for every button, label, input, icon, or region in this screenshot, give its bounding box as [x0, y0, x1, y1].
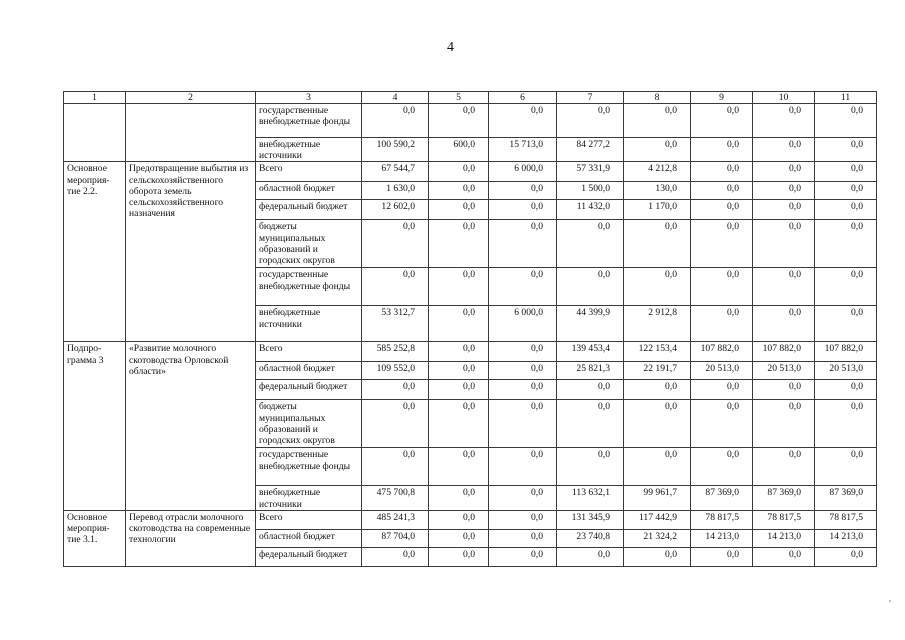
- amount-cell: 485 241,3: [362, 510, 429, 529]
- funding-source-cell: бюджеты муниципальных образований и городских округов: [256, 220, 362, 268]
- amount-cell: 0,0: [815, 104, 877, 138]
- amount-cell: 0,0: [557, 400, 624, 448]
- measure-code-cell: Подпро-грамма 3: [64, 342, 126, 510]
- amount-cell: 0,0: [489, 200, 557, 220]
- amount-cell: 0,0: [815, 448, 877, 486]
- amount-cell: 0,0: [362, 380, 429, 400]
- amount-cell: 0,0: [691, 268, 753, 306]
- amount-cell: 107 882,0: [815, 342, 877, 362]
- amount-cell: 87 369,0: [815, 486, 877, 510]
- amount-cell: 600,0: [429, 138, 489, 162]
- amount-cell: 0,0: [691, 104, 753, 138]
- amount-cell: 0,0: [691, 380, 753, 400]
- amount-cell: 0,0: [429, 104, 489, 138]
- amount-cell: 0,0: [429, 529, 489, 547]
- amount-cell: 0,0: [429, 362, 489, 380]
- page-number: 4: [447, 40, 454, 55]
- amount-cell: 0,0: [362, 268, 429, 306]
- amount-cell: 131 345,9: [557, 510, 624, 529]
- amount-cell: 44 399,9: [557, 306, 624, 342]
- column-header: 6: [489, 92, 557, 104]
- amount-cell: 0,0: [429, 380, 489, 400]
- amount-cell: 53 312,7: [362, 306, 429, 342]
- amount-cell: 0,0: [429, 486, 489, 510]
- amount-cell: 0,0: [362, 448, 429, 486]
- amount-cell: 0,0: [624, 380, 691, 400]
- amount-cell: 0,0: [624, 400, 691, 448]
- amount-cell: 20 513,0: [691, 362, 753, 380]
- amount-cell: 0,0: [691, 220, 753, 268]
- measure-name-cell: «Развитие молочного скотоводства Орловской области»: [126, 342, 256, 510]
- amount-cell: 0,0: [557, 547, 624, 566]
- amount-cell: 0,0: [429, 200, 489, 220]
- amount-cell: 0,0: [489, 400, 557, 448]
- amount-cell: 0,0: [815, 182, 877, 200]
- amount-cell: 14 213,0: [815, 529, 877, 547]
- amount-cell: 100 590,2: [362, 138, 429, 162]
- column-header: 7: [557, 92, 624, 104]
- amount-cell: 0,0: [753, 380, 815, 400]
- funding-source-cell: Всего: [256, 510, 362, 529]
- amount-cell: 78 817,5: [815, 510, 877, 529]
- column-header: 1: [64, 92, 126, 104]
- amount-cell: 0,0: [489, 268, 557, 306]
- amount-cell: 0,0: [489, 182, 557, 200]
- amount-cell: 0,0: [489, 104, 557, 138]
- amount-cell: 0,0: [429, 342, 489, 362]
- amount-cell: 87 704,0: [362, 529, 429, 547]
- amount-cell: 0,0: [557, 104, 624, 138]
- amount-cell: 78 817,5: [753, 510, 815, 529]
- amount-cell: 0,0: [557, 380, 624, 400]
- amount-cell: 0,0: [429, 448, 489, 486]
- table-row: [64, 104, 877, 138]
- funding-source-cell: бюджеты муниципальных образований и городских округов: [256, 400, 362, 448]
- column-header: 8: [624, 92, 691, 104]
- amount-cell: 14 213,0: [691, 529, 753, 547]
- amount-cell: 0,0: [489, 380, 557, 400]
- amount-cell: 2 912,8: [624, 306, 691, 342]
- funding-source-cell: внебюджетные источники: [256, 306, 362, 342]
- funding-source-cell: Всего: [256, 162, 362, 182]
- amount-cell: 475 700,8: [362, 486, 429, 510]
- column-header: 2: [126, 92, 256, 104]
- amount-cell: 0,0: [429, 220, 489, 268]
- funding-source-cell: государственные внебюджетные фонды: [256, 448, 362, 486]
- budget-table: [63, 91, 877, 567]
- table-row: [64, 510, 877, 529]
- amount-cell: 0,0: [489, 486, 557, 510]
- amount-cell: 0,0: [753, 200, 815, 220]
- column-header: 9: [691, 92, 753, 104]
- measure-code-cell: Основное мероприя-тие 3.1.: [64, 510, 126, 566]
- amount-cell: 0,0: [489, 529, 557, 547]
- amount-cell: 0,0: [815, 162, 877, 182]
- amount-cell: 0,0: [815, 220, 877, 268]
- amount-cell: 0,0: [489, 342, 557, 362]
- amount-cell: 0,0: [489, 362, 557, 380]
- amount-cell: 0,0: [815, 268, 877, 306]
- column-header: 3: [256, 92, 362, 104]
- amount-cell: 12 602,0: [362, 200, 429, 220]
- amount-cell: 20 513,0: [753, 362, 815, 380]
- amount-cell: 0,0: [753, 547, 815, 566]
- amount-cell: 11 432,0: [557, 200, 624, 220]
- amount-cell: 0,0: [753, 182, 815, 200]
- measure-name-cell: Перевод отрасли молочного скотоводства на современные технологии: [126, 510, 256, 566]
- amount-cell: 117 442,9: [624, 510, 691, 529]
- amount-cell: 0,0: [624, 448, 691, 486]
- table-row: [64, 342, 877, 362]
- amount-cell: 0,0: [815, 138, 877, 162]
- amount-cell: 0,0: [691, 448, 753, 486]
- amount-cell: 0,0: [691, 182, 753, 200]
- funding-source-cell: федеральный бюджет: [256, 200, 362, 220]
- funding-source-cell: областной бюджет: [256, 529, 362, 547]
- amount-cell: 0,0: [362, 220, 429, 268]
- amount-cell: 130,0: [624, 182, 691, 200]
- amount-cell: 1 630,0: [362, 182, 429, 200]
- amount-cell: 4 212,8: [624, 162, 691, 182]
- funding-source-cell: государственные внебюджетные фонды: [256, 104, 362, 138]
- amount-cell: 0,0: [429, 547, 489, 566]
- funding-source-cell: федеральный бюджет: [256, 380, 362, 400]
- amount-cell: 0,0: [429, 182, 489, 200]
- amount-cell: 0,0: [489, 448, 557, 486]
- amount-cell: 78 817,5: [691, 510, 753, 529]
- amount-cell: 0,0: [815, 400, 877, 448]
- amount-cell: 0,0: [624, 547, 691, 566]
- table-row: [64, 162, 877, 182]
- amount-cell: 0,0: [753, 400, 815, 448]
- funding-source-cell: областной бюджет: [256, 362, 362, 380]
- amount-cell: 0,0: [557, 220, 624, 268]
- amount-cell: 57 331,9: [557, 162, 624, 182]
- amount-cell: 0,0: [815, 306, 877, 342]
- amount-cell: 87 369,0: [753, 486, 815, 510]
- amount-cell: 585 252,8: [362, 342, 429, 362]
- amount-cell: 0,0: [691, 200, 753, 220]
- amount-cell: 0,0: [624, 138, 691, 162]
- amount-cell: 0,0: [362, 547, 429, 566]
- amount-cell: 21 324,2: [624, 529, 691, 547]
- amount-cell: 122 153,4: [624, 342, 691, 362]
- amount-cell: 0,0: [753, 138, 815, 162]
- amount-cell: 0,0: [557, 448, 624, 486]
- amount-cell: 0,0: [691, 138, 753, 162]
- amount-cell: 139 453,4: [557, 342, 624, 362]
- amount-cell: 15 713,0: [489, 138, 557, 162]
- amount-cell: 0,0: [753, 162, 815, 182]
- funding-source-cell: внебюджетные источники: [256, 138, 362, 162]
- funding-source-cell: областной бюджет: [256, 182, 362, 200]
- amount-cell: 109 552,0: [362, 362, 429, 380]
- measure-code-cell: Основное мероприя-тие 2.2.: [64, 162, 126, 342]
- amount-cell: 0,0: [753, 306, 815, 342]
- amount-cell: 0,0: [429, 162, 489, 182]
- amount-cell: 25 821,3: [557, 362, 624, 380]
- amount-cell: 0,0: [691, 162, 753, 182]
- scan-speck: [889, 600, 891, 602]
- amount-cell: 14 213,0: [753, 529, 815, 547]
- measure-name-cell: Предотвращение выбытия из сельскохозяйственного оборота земель сельскохозяйственного назначения: [126, 162, 256, 342]
- amount-cell: 99 961,7: [624, 486, 691, 510]
- amount-cell: 0,0: [489, 547, 557, 566]
- column-header: 5: [429, 92, 489, 104]
- amount-cell: 0,0: [691, 306, 753, 342]
- amount-cell: 0,0: [362, 400, 429, 448]
- amount-cell: 107 882,0: [691, 342, 753, 362]
- amount-cell: 0,0: [429, 268, 489, 306]
- funding-source-cell: государственные внебюджетные фонды: [256, 268, 362, 306]
- amount-cell: 23 740,8: [557, 529, 624, 547]
- amount-cell: 113 632,1: [557, 486, 624, 510]
- funding-source-cell: внебюджетные источники: [256, 486, 362, 510]
- amount-cell: 0,0: [815, 380, 877, 400]
- amount-cell: 22 191,7: [624, 362, 691, 380]
- amount-cell: 107 882,0: [753, 342, 815, 362]
- amount-cell: 0,0: [753, 268, 815, 306]
- amount-cell: 0,0: [624, 104, 691, 138]
- amount-cell: 0,0: [691, 400, 753, 448]
- amount-cell: 0,0: [362, 104, 429, 138]
- amount-cell: 67 544,7: [362, 162, 429, 182]
- amount-cell: 0,0: [557, 268, 624, 306]
- amount-cell: 0,0: [753, 104, 815, 138]
- funding-source-cell: Всего: [256, 342, 362, 362]
- amount-cell: 0,0: [753, 448, 815, 486]
- funding-source-cell: федеральный бюджет: [256, 547, 362, 566]
- amount-cell: 1 170,0: [624, 200, 691, 220]
- column-header: 10: [753, 92, 815, 104]
- column-header: 4: [362, 92, 429, 104]
- column-header: 11: [815, 92, 877, 104]
- amount-cell: 84 277,2: [557, 138, 624, 162]
- amount-cell: 1 500,0: [557, 182, 624, 200]
- amount-cell: 87 369,0: [691, 486, 753, 510]
- amount-cell: 0,0: [429, 306, 489, 342]
- amount-cell: 0,0: [815, 547, 877, 566]
- header-row: [64, 92, 877, 104]
- amount-cell: 0,0: [624, 268, 691, 306]
- measure-name-cell: [126, 104, 256, 162]
- amount-cell: 0,0: [815, 200, 877, 220]
- amount-cell: 6 000,0: [489, 162, 557, 182]
- amount-cell: 20 513,0: [815, 362, 877, 380]
- amount-cell: 0,0: [624, 220, 691, 268]
- amount-cell: 0,0: [429, 510, 489, 529]
- amount-cell: 6 000,0: [489, 306, 557, 342]
- amount-cell: 0,0: [429, 400, 489, 448]
- amount-cell: 0,0: [691, 547, 753, 566]
- amount-cell: 0,0: [489, 220, 557, 268]
- amount-cell: 0,0: [489, 510, 557, 529]
- measure-code-cell: [64, 104, 126, 162]
- amount-cell: 0,0: [753, 220, 815, 268]
